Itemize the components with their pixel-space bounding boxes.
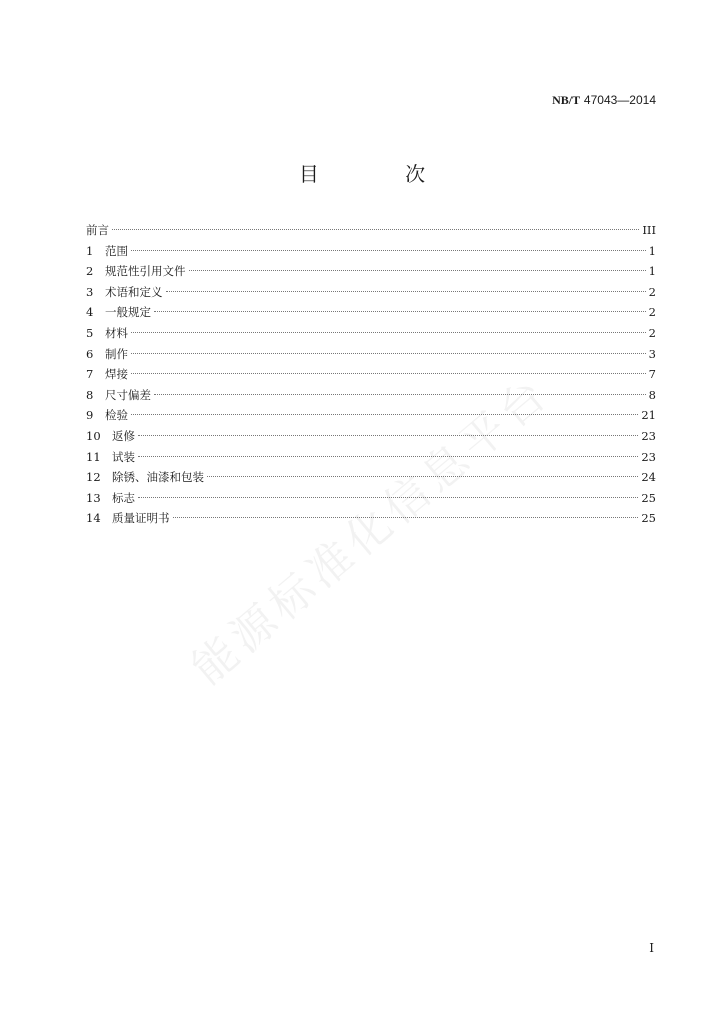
dot-leader: [207, 476, 638, 477]
toc-entry-label: 规范性引用文件: [105, 264, 186, 279]
toc-title: 目 次: [298, 162, 466, 186]
toc-entry-page: 23: [641, 428, 656, 443]
dot-leader: [131, 414, 638, 415]
dot-leader: [173, 517, 639, 518]
toc-entry-number: 10: [86, 428, 101, 443]
toc-entry-label: 术语和定义: [105, 284, 163, 299]
toc-entry-number: 2: [86, 264, 94, 279]
toc-entry-foreword[interactable]: [86, 220, 656, 241]
toc-entry-page: 25: [641, 511, 656, 526]
toc-entry-label: 除锈、油漆和包装: [112, 470, 204, 485]
toc-entry-number: 4: [86, 305, 94, 320]
dot-leader: [112, 229, 639, 230]
watermark: 能源标准化信息平台: [182, 366, 561, 695]
toc-entry-page: 2: [648, 284, 656, 299]
toc-entry-label: 一般规定: [105, 305, 151, 320]
dot-leader: [138, 497, 638, 498]
toc-entry-label: 范围: [105, 243, 128, 258]
toc-entry-10[interactable]: [86, 426, 656, 447]
toc-entry-page: 2: [648, 305, 656, 320]
toc-entry-label: 前言: [86, 223, 109, 237]
toc-entry-label: 试装: [112, 449, 135, 464]
dot-leader: [154, 394, 646, 395]
dot-leader: [154, 311, 646, 312]
dot-leader: [131, 353, 646, 354]
toc-entry-label: 材料: [105, 325, 128, 340]
toc-entry-9[interactable]: [86, 405, 656, 426]
toc-entry-number: 7: [86, 367, 94, 382]
toc-entry-5[interactable]: [86, 323, 656, 344]
dot-leader: [138, 435, 638, 436]
toc-entry-page: 23: [641, 449, 656, 464]
toc-entry-8[interactable]: [86, 385, 656, 406]
toc-entry-number: 1: [86, 243, 94, 258]
page-number: I: [649, 941, 654, 955]
standard-code-prefix: NB/T: [552, 93, 581, 107]
toc-entry-page: 24: [641, 470, 656, 485]
toc-entry-number: 5: [86, 325, 94, 340]
toc-entry-page: 25: [641, 490, 656, 505]
toc-entry-label: 标志: [112, 490, 135, 505]
dot-leader: [166, 291, 646, 292]
dot-leader: [138, 456, 638, 457]
toc-entry-11[interactable]: [86, 447, 656, 468]
toc-entry-label: 质量证明书: [112, 511, 170, 526]
toc-entry-number: 14: [86, 511, 101, 526]
toc-entry-page: 1: [648, 243, 656, 258]
toc-entry-page: 3: [648, 346, 656, 361]
toc-entry-4[interactable]: [86, 302, 656, 323]
toc-entry-page: 21: [641, 408, 656, 423]
toc-entry-number: 8: [86, 387, 94, 402]
toc-entry-number: 3: [86, 284, 94, 299]
standard-code-number: 47043—2014: [583, 93, 656, 107]
table-of-contents: [86, 220, 656, 529]
toc-entry-label: 返修: [112, 428, 135, 443]
toc-entry-number: 9: [86, 408, 94, 423]
toc-entry-13[interactable]: [86, 488, 656, 509]
dot-leader: [131, 332, 646, 333]
toc-entry-page: 1: [648, 264, 656, 279]
dot-leader: [131, 250, 646, 251]
toc-entry-3[interactable]: [86, 282, 656, 303]
toc-entry-number: 12: [86, 470, 101, 485]
toc-entry-number: 11: [86, 449, 101, 464]
toc-entry-14[interactable]: [86, 508, 656, 529]
toc-entry-label: 尺寸偏差: [105, 387, 151, 402]
toc-entry-12[interactable]: [86, 467, 656, 488]
toc-entry-label: 检验: [105, 408, 128, 423]
toc-entry-label: 焊接: [105, 367, 128, 382]
toc-entry-7[interactable]: [86, 364, 656, 385]
dot-leader: [189, 270, 646, 271]
toc-entry-6[interactable]: [86, 344, 656, 365]
toc-entry-number: 13: [86, 490, 101, 505]
toc-entry-page: 8: [648, 387, 656, 402]
toc-entry-2[interactable]: [86, 261, 656, 282]
toc-entry-number: 6: [86, 346, 94, 361]
toc-entry-label: 制作: [105, 346, 128, 361]
toc-entry-1[interactable]: [86, 241, 656, 262]
toc-entry-page: III: [642, 223, 656, 237]
toc-entry-page: 7: [648, 367, 656, 382]
toc-entry-page: 2: [648, 325, 656, 340]
standard-code: [552, 93, 656, 108]
dot-leader: [131, 373, 646, 374]
